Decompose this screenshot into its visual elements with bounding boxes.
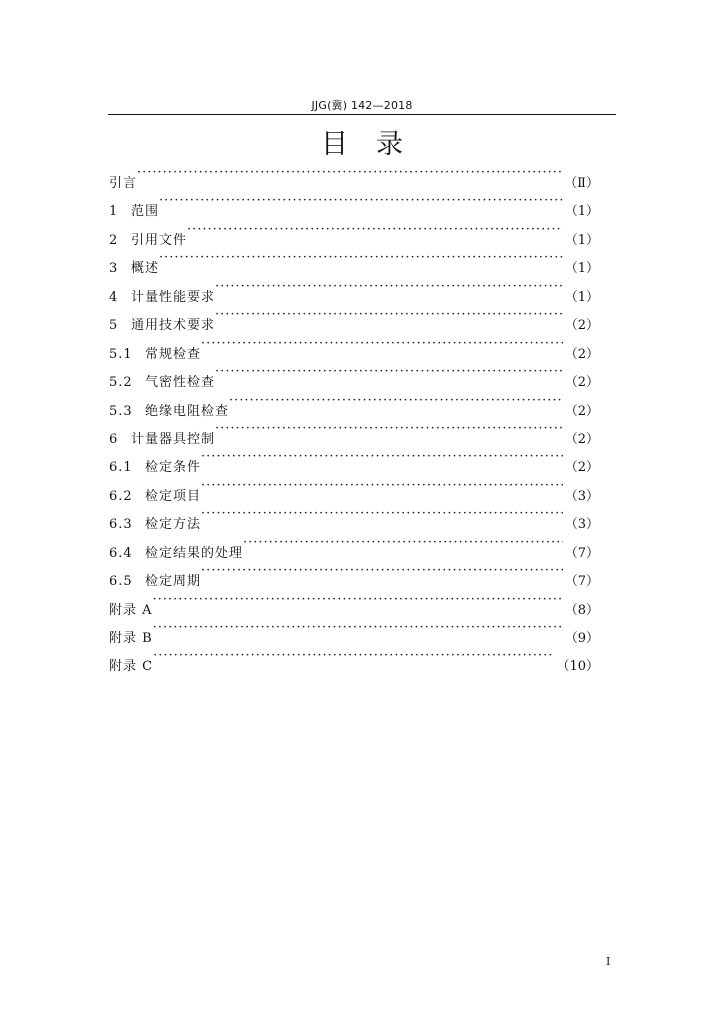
dot-leader [215, 301, 563, 329]
toc-entry [109, 642, 599, 675]
toc-entry-label: 引言 [109, 176, 138, 191]
toc-entry-number: 6.2 [109, 488, 133, 504]
toc-entry-page: （8） [564, 602, 599, 618]
toc-entry-label: 计量性能要求 [131, 289, 216, 305]
toc-entry-page: （2） [564, 318, 599, 334]
dot-leader [201, 443, 563, 471]
toc-entry-label: 附录 A [109, 602, 153, 618]
toc-entry [109, 273, 599, 305]
toc-entry-page: （2） [564, 403, 599, 419]
toc-entry-page: （1） [564, 232, 599, 248]
table-of-contents [109, 159, 599, 675]
toc-entry-page: （3） [564, 488, 599, 504]
toc-entry-number: 6.5 [109, 574, 133, 590]
toc-entry-label: 计量器具控制 [131, 431, 216, 447]
header-rule [108, 114, 616, 115]
dot-leader [215, 358, 563, 386]
toc-entry-label: 引用文件 [131, 232, 188, 248]
dot-leader [159, 187, 563, 215]
dot-leader [215, 273, 563, 301]
toc-entry-page: （2） [564, 431, 599, 447]
toc-entry [109, 216, 599, 248]
toc-entry-number: 1 [109, 204, 119, 220]
toc-entry-page: （3） [564, 517, 599, 533]
toc-entry-number: 5.2 [109, 375, 133, 391]
toc-entry-page: （7） [564, 574, 599, 590]
toc-entry-label: 检定结果的处理 [145, 545, 244, 561]
toc-entry-label: 绝缘电阻检查 [145, 403, 230, 419]
toc-entry-number: 5.1 [109, 346, 133, 362]
toc-entry-label: 检定条件 [145, 460, 202, 476]
toc-entry-page: （Ⅱ） [564, 176, 599, 191]
dot-leader [201, 500, 563, 528]
page-title: 目录 [321, 129, 431, 160]
toc-entry-label: 概述 [131, 261, 160, 277]
toc-entry [109, 159, 599, 191]
dot-leader [201, 330, 563, 358]
toc-entry-page: （2） [564, 346, 599, 362]
toc-entry-page: （2） [564, 460, 599, 476]
dot-leader [201, 472, 563, 500]
dot-leader [201, 557, 563, 585]
toc-entry-label: 附录 B [109, 631, 153, 646]
toc-entry-page: （1） [564, 289, 599, 305]
toc-entry-label: 检定项目 [145, 488, 202, 504]
toc-entry-page: （9） [564, 631, 599, 646]
dot-leader [137, 159, 562, 187]
toc-entry-page: （2） [564, 375, 599, 391]
toc-entry-number: 2 [109, 232, 119, 248]
toc-entry-number: 5 [109, 318, 119, 334]
dot-leader [187, 216, 563, 244]
dot-leader [229, 387, 563, 415]
dot-leader [243, 529, 563, 557]
toc-entry-page: （1） [564, 261, 599, 277]
dot-leader [153, 614, 563, 642]
toc-entry-label: 范围 [131, 204, 160, 220]
dot-leader [153, 642, 554, 670]
toc-entry-label: 气密性检查 [145, 375, 216, 391]
toc-entry-label: 通用技术要求 [131, 318, 216, 334]
toc-entry-label: 检定方法 [145, 517, 202, 533]
toc-entry-number: 4 [109, 289, 119, 305]
toc-entry [109, 244, 599, 277]
toc-entry-label: 检定周期 [145, 574, 202, 590]
toc-entry [109, 586, 599, 618]
toc-entry-number: 6 [109, 431, 119, 447]
toc-entry [109, 187, 599, 220]
running-header: JJG(冀) 142—2018 [311, 99, 413, 112]
dot-leader [153, 586, 563, 614]
toc-entry-page: （1） [564, 204, 599, 220]
toc-entry-number: 6.3 [109, 517, 133, 533]
toc-entry-number: 6.4 [109, 545, 133, 561]
toc-entry [109, 614, 599, 646]
dot-leader [159, 244, 563, 272]
dot-leader [215, 415, 563, 443]
toc-entry-page: （10） [556, 659, 599, 675]
toc-entry-number: 5.3 [109, 403, 133, 419]
toc-entry-number: 3 [109, 261, 119, 277]
page-number: Ⅰ [606, 955, 611, 968]
toc-entry-label: 附录 C [109, 659, 154, 675]
toc-entry-label: 常规检查 [145, 346, 202, 362]
toc-entry-page: （7） [564, 545, 599, 561]
toc-entry-number: 6.1 [109, 460, 133, 476]
